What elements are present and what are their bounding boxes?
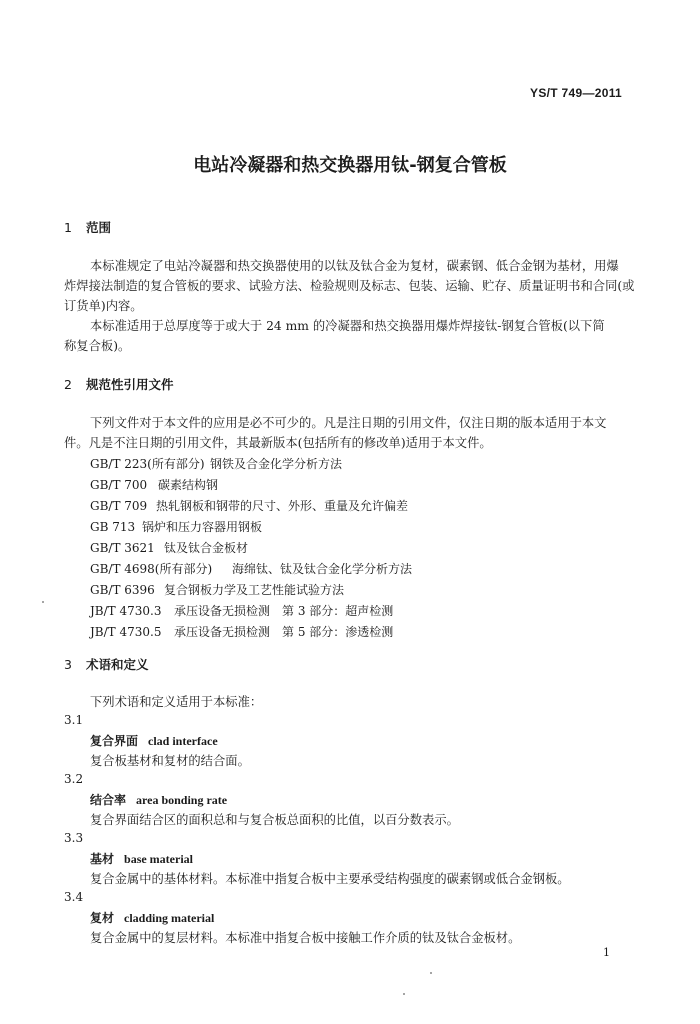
section-2-heading xyxy=(64,375,174,393)
scope-paragraph-1-line-3: 订货单)内容。 xyxy=(64,299,143,313)
standard-number: YS/T 749—2011 xyxy=(530,86,622,100)
section-number: 3 xyxy=(64,657,72,672)
scope-paragraph-1-line-2: 炸焊接法制造的复合管板的要求、试验方法、检验规则及标志、包装、运输、贮存、质量证明书和合同(或 xyxy=(64,279,635,293)
reference-item xyxy=(90,581,344,598)
term-name xyxy=(90,850,193,867)
reference-code: GB 713 xyxy=(90,520,136,534)
section-3-heading xyxy=(64,655,149,673)
reference-code: GB/T 6396 xyxy=(90,583,155,597)
scan-speck xyxy=(430,972,432,974)
scan-speck xyxy=(42,601,44,603)
reference-title: 海绵钛、钛及钛合金化学分析方法 xyxy=(232,562,413,576)
scan-speck xyxy=(403,993,405,995)
term-name-en: base material xyxy=(124,852,193,866)
scope-paragraph-1-line-1: 本标准规定了电站冷凝器和热交换器使用的以钛及钛合金为复材，碳素钢、低合金钢为基材，用爆 xyxy=(90,259,619,273)
scope-paragraph-2-line-2: 称复合板)。 xyxy=(64,339,131,353)
reference-title: 承压设备无损检测 第 5 部分：渗透检测 xyxy=(174,625,394,639)
term-name xyxy=(90,732,218,749)
reference-title: 承压设备无损检测 第 3 部分：超声检测 xyxy=(174,604,394,618)
reference-title: 锅炉和压力容器用钢板 xyxy=(142,520,263,534)
page-number: 1 xyxy=(603,946,610,959)
reference-code: GB/T 223(所有部分) xyxy=(90,457,205,471)
reference-item xyxy=(90,560,412,577)
term-name-zh: 结合率 xyxy=(90,793,127,807)
reference-code: JB/T 4730.3 xyxy=(90,604,162,618)
term-definition: 复合金属中的基体材料。本标准中指复合板中主要承受结构强度的碳素钢或低合金钢板。 xyxy=(90,872,570,886)
section-title: 术语和定义 xyxy=(86,657,149,672)
reference-code: GB/T 4698(所有部分) xyxy=(90,562,213,576)
reference-title: 钛及钛合金板材 xyxy=(164,541,249,555)
reference-title: 钢铁及合金化学分析方法 xyxy=(210,457,343,471)
term-definition: 复合界面结合区的面积总和与复合板总面积的比值，以百分数表示。 xyxy=(90,813,459,827)
term-number: 3.2 xyxy=(64,772,84,786)
term-definition: 复合金属中的复层材料。本标准中指复合板中接触工作介质的钛及钛合金板材。 xyxy=(90,931,521,945)
reference-item xyxy=(90,623,393,640)
scope-paragraph-2-line-1: 本标准适用于总厚度等于或大于 24 mm 的冷凝器和热交换器用爆炸焊接钛-钢复合管板(以下简 xyxy=(90,319,605,333)
reference-item xyxy=(90,497,408,514)
term-name-zh: 复材 xyxy=(90,911,115,925)
references-intro-line-1: 下列文件对于本文件的应用是必不可少的。凡是注日期的引用文件，仅注日期的版本适用于本文 xyxy=(90,416,607,430)
reference-title: 热轧钢板和钢带的尺寸、外形、重量及允许偏差 xyxy=(156,499,409,513)
reference-code: JB/T 4730.5 xyxy=(90,625,162,639)
term-name xyxy=(90,791,227,808)
reference-item xyxy=(90,539,248,556)
reference-code: GB/T 709 xyxy=(90,499,148,513)
reference-code: GB/T 700 xyxy=(90,478,148,492)
term-number: 3.4 xyxy=(64,890,84,904)
term-number: 3.1 xyxy=(64,713,84,727)
reference-code: GB/T 3621 xyxy=(90,541,155,555)
reference-item xyxy=(90,455,342,472)
document-title: 电站冷凝器和热交换器用钛-钢复合管板 xyxy=(193,155,507,176)
term-name-en: area bonding rate xyxy=(136,793,228,807)
reference-title: 碳素结构钢 xyxy=(158,478,219,492)
terms-intro: 下列术语和定义适用于本标准： xyxy=(90,695,263,709)
section-title: 范围 xyxy=(86,220,112,235)
term-name-zh: 复合界面 xyxy=(90,734,139,748)
section-title: 规范性引用文件 xyxy=(86,377,174,392)
term-name xyxy=(90,909,214,926)
section-number: 1 xyxy=(64,220,72,235)
reference-item xyxy=(90,476,218,493)
section-1-heading xyxy=(64,218,111,236)
term-number: 3.3 xyxy=(64,831,84,845)
reference-item xyxy=(90,518,262,535)
references-intro-line-2: 件。凡是不注日期的引用文件，其最新版本(包括所有的修改单)适用于本文件。 xyxy=(64,436,492,450)
term-definition: 复合板基材和复材的结合面。 xyxy=(90,754,250,768)
term-name-en: cladding material xyxy=(124,911,215,925)
term-name-zh: 基材 xyxy=(90,852,115,866)
section-number: 2 xyxy=(64,377,72,392)
term-name-en: clad interface xyxy=(148,734,218,748)
reference-item xyxy=(90,602,393,619)
reference-title: 复合钢板力学及工艺性能试验方法 xyxy=(164,583,345,597)
